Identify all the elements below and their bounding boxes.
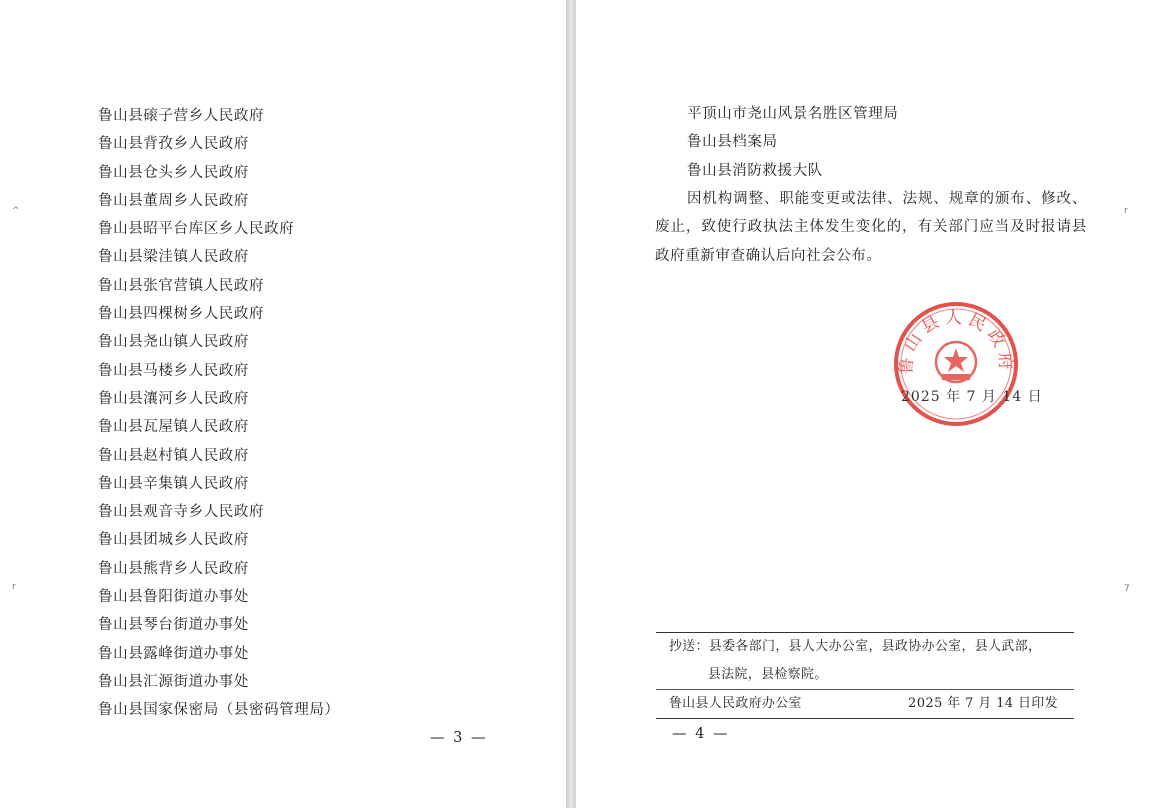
sign-date: 2025 年 7 月 14 日 [901,389,1043,405]
org-list-item: 鲁山县赵村镇人民政府 [98,447,249,464]
org-list-item: 鲁山县磙子营乡人民政府 [98,108,265,124]
scan-mark: r [12,582,16,592]
org-list-item: 鲁山县背孜乡人民政府 [98,136,249,153]
org-list-item: 鲁山县辛集镇人民政府 [98,475,249,492]
page-number: — 4 — [672,726,730,742]
cc-block [656,632,1074,719]
divider [656,718,1074,719]
org-list-item: 鲁山县四棵树乡人民政府 [98,306,265,323]
org-list-item: 鲁山县熊背乡人民政府 [98,560,249,577]
notice-paragraph: 因机构调整、职能变更或法律、法规、规章的颁布、修改、废止，致使行政执法主体发生变化的，有关部门应当及时报请县政府重新审查确认后向社会公布。 [655,191,1087,264]
org-list-item: 鲁山县昭平台库区乡人民政府 [98,221,295,238]
org-list-item: 鲁山县尧山镇人民政府 [98,334,249,351]
official-seal-icon [892,300,1020,428]
scan-mark: ^ [12,206,20,216]
org-list-item: 鲁山县梁洼镇人民政府 [98,249,249,266]
issue-date: 2025 年 7 月 14 日印发 [908,696,1058,711]
scan-mark: r [1124,206,1128,216]
org-list-item: 鲁山县瀼河乡人民政府 [98,390,249,407]
scan-mark: 7 [1124,584,1130,594]
org-list-item: 鲁山县张官营镇人民政府 [98,277,265,294]
document-page-left [0,0,566,808]
cc-line-1: 抄送：县委各部门，县人大办公室，县政协办公室，县人武部， [669,639,1042,654]
seal-text: 鲁山县人民政府 [896,307,1016,376]
org-list-left [98,102,340,725]
issuer: 鲁山县人民政府办公室 [669,696,802,711]
org-list-item: 鲁山县汇源街道办事处 [98,673,249,690]
org-list-right [687,100,898,185]
document-page-right [576,0,1160,808]
cc-line-2: 县法院，县检察院。 [708,667,828,682]
org-list-item: 鲁山县鲁阳街道办事处 [98,589,249,606]
page-number: — 3 — [430,730,488,746]
page-gutter [566,0,576,808]
org-list-item: 鲁山县瓦屋镇人民政府 [98,419,249,436]
org-list-item: 鲁山县董周乡人民政府 [98,192,249,209]
org-list-item: 鲁山县消防救援大队 [687,162,823,179]
issue-row [656,690,1074,718]
org-list-item: 鲁山县档案局 [687,134,778,151]
org-list-item: 鲁山县露峰街道办事处 [98,645,249,662]
org-list-item: 鲁山县仓头乡人民政府 [98,164,249,181]
org-list-item: 鲁山县团城乡人民政府 [98,532,249,549]
org-list-item: 鲁山县国家保密局（县密码管理局） [98,702,340,719]
org-list-item: 鲁山县马楼乡人民政府 [98,362,249,379]
org-list-item: 鲁山县琴台街道办事处 [98,617,249,634]
org-list-item: 平顶山市尧山风景名胜区管理局 [687,106,899,122]
org-list-item: 鲁山县观音寺乡人民政府 [98,504,265,521]
